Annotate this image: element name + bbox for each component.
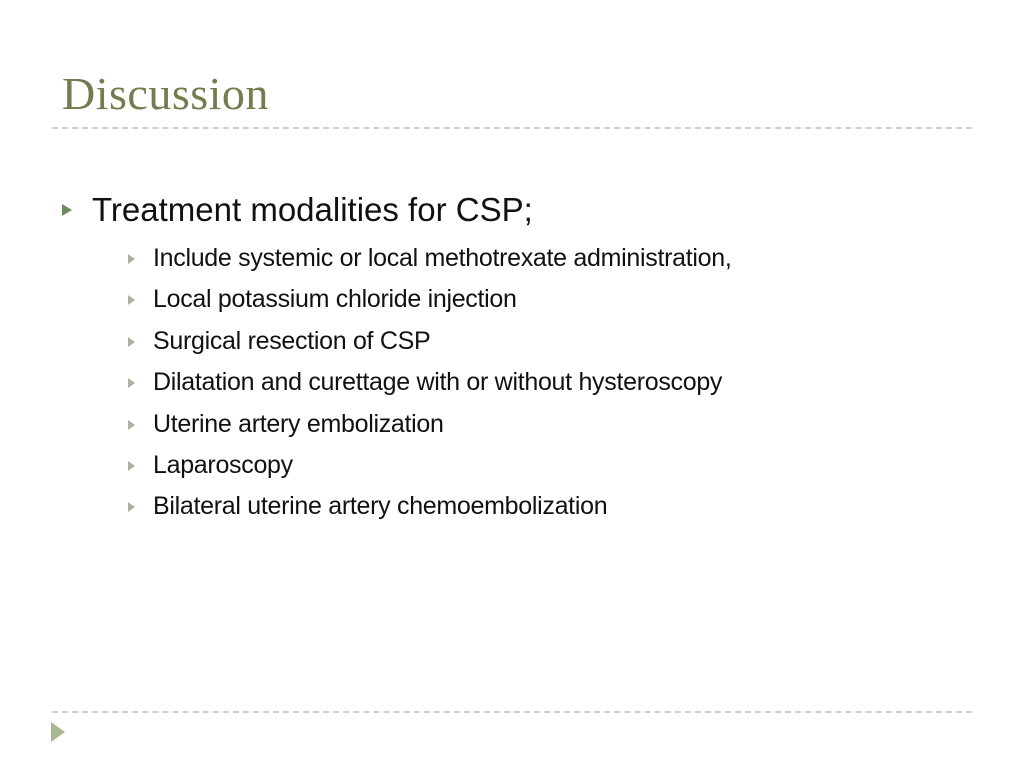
sub-bullet-item — [62, 281, 982, 322]
bullet-text: Treatment modalities for CSP; — [92, 191, 533, 228]
sub-bullet-text: Laparoscopy — [153, 450, 293, 479]
sub-bullet-text: Surgical resection of CSP — [153, 326, 431, 355]
small-triangle-bullet-icon — [128, 378, 135, 388]
slide-title: Discussion — [62, 68, 269, 119]
sub-bullet-item — [62, 447, 982, 488]
small-triangle-bullet-icon — [128, 337, 135, 347]
sub-bullet-text: Include systemic or local methotrexate administration, — [153, 244, 732, 272]
bullet-list — [62, 188, 982, 530]
sub-bullet-item — [62, 406, 982, 447]
sub-bullet-item — [62, 323, 982, 364]
sub-bullet-text: Dilatation and curettage with or without hysteroscopy — [153, 368, 723, 397]
bullet-item — [62, 188, 982, 232]
footer-divider — [52, 711, 972, 713]
sub-bullet-text: Local potassium chloride injection — [153, 285, 517, 314]
title-divider — [52, 127, 972, 129]
small-triangle-bullet-icon — [128, 295, 135, 305]
small-triangle-bullet-icon — [128, 254, 135, 264]
sub-bullet-item — [62, 364, 982, 405]
footer-triangle-icon — [51, 722, 65, 742]
triangle-bullet-icon — [62, 204, 72, 216]
sub-bullet-list — [62, 240, 982, 530]
sub-bullet-text: Bilateral uterine artery chemoembolization — [153, 492, 608, 521]
sub-bullet-item — [62, 240, 982, 281]
small-triangle-bullet-icon — [128, 502, 135, 512]
small-triangle-bullet-icon — [128, 420, 135, 430]
sub-bullet-text: Uterine artery embolization — [153, 409, 444, 438]
small-triangle-bullet-icon — [128, 461, 135, 471]
sub-bullet-item — [62, 488, 982, 529]
